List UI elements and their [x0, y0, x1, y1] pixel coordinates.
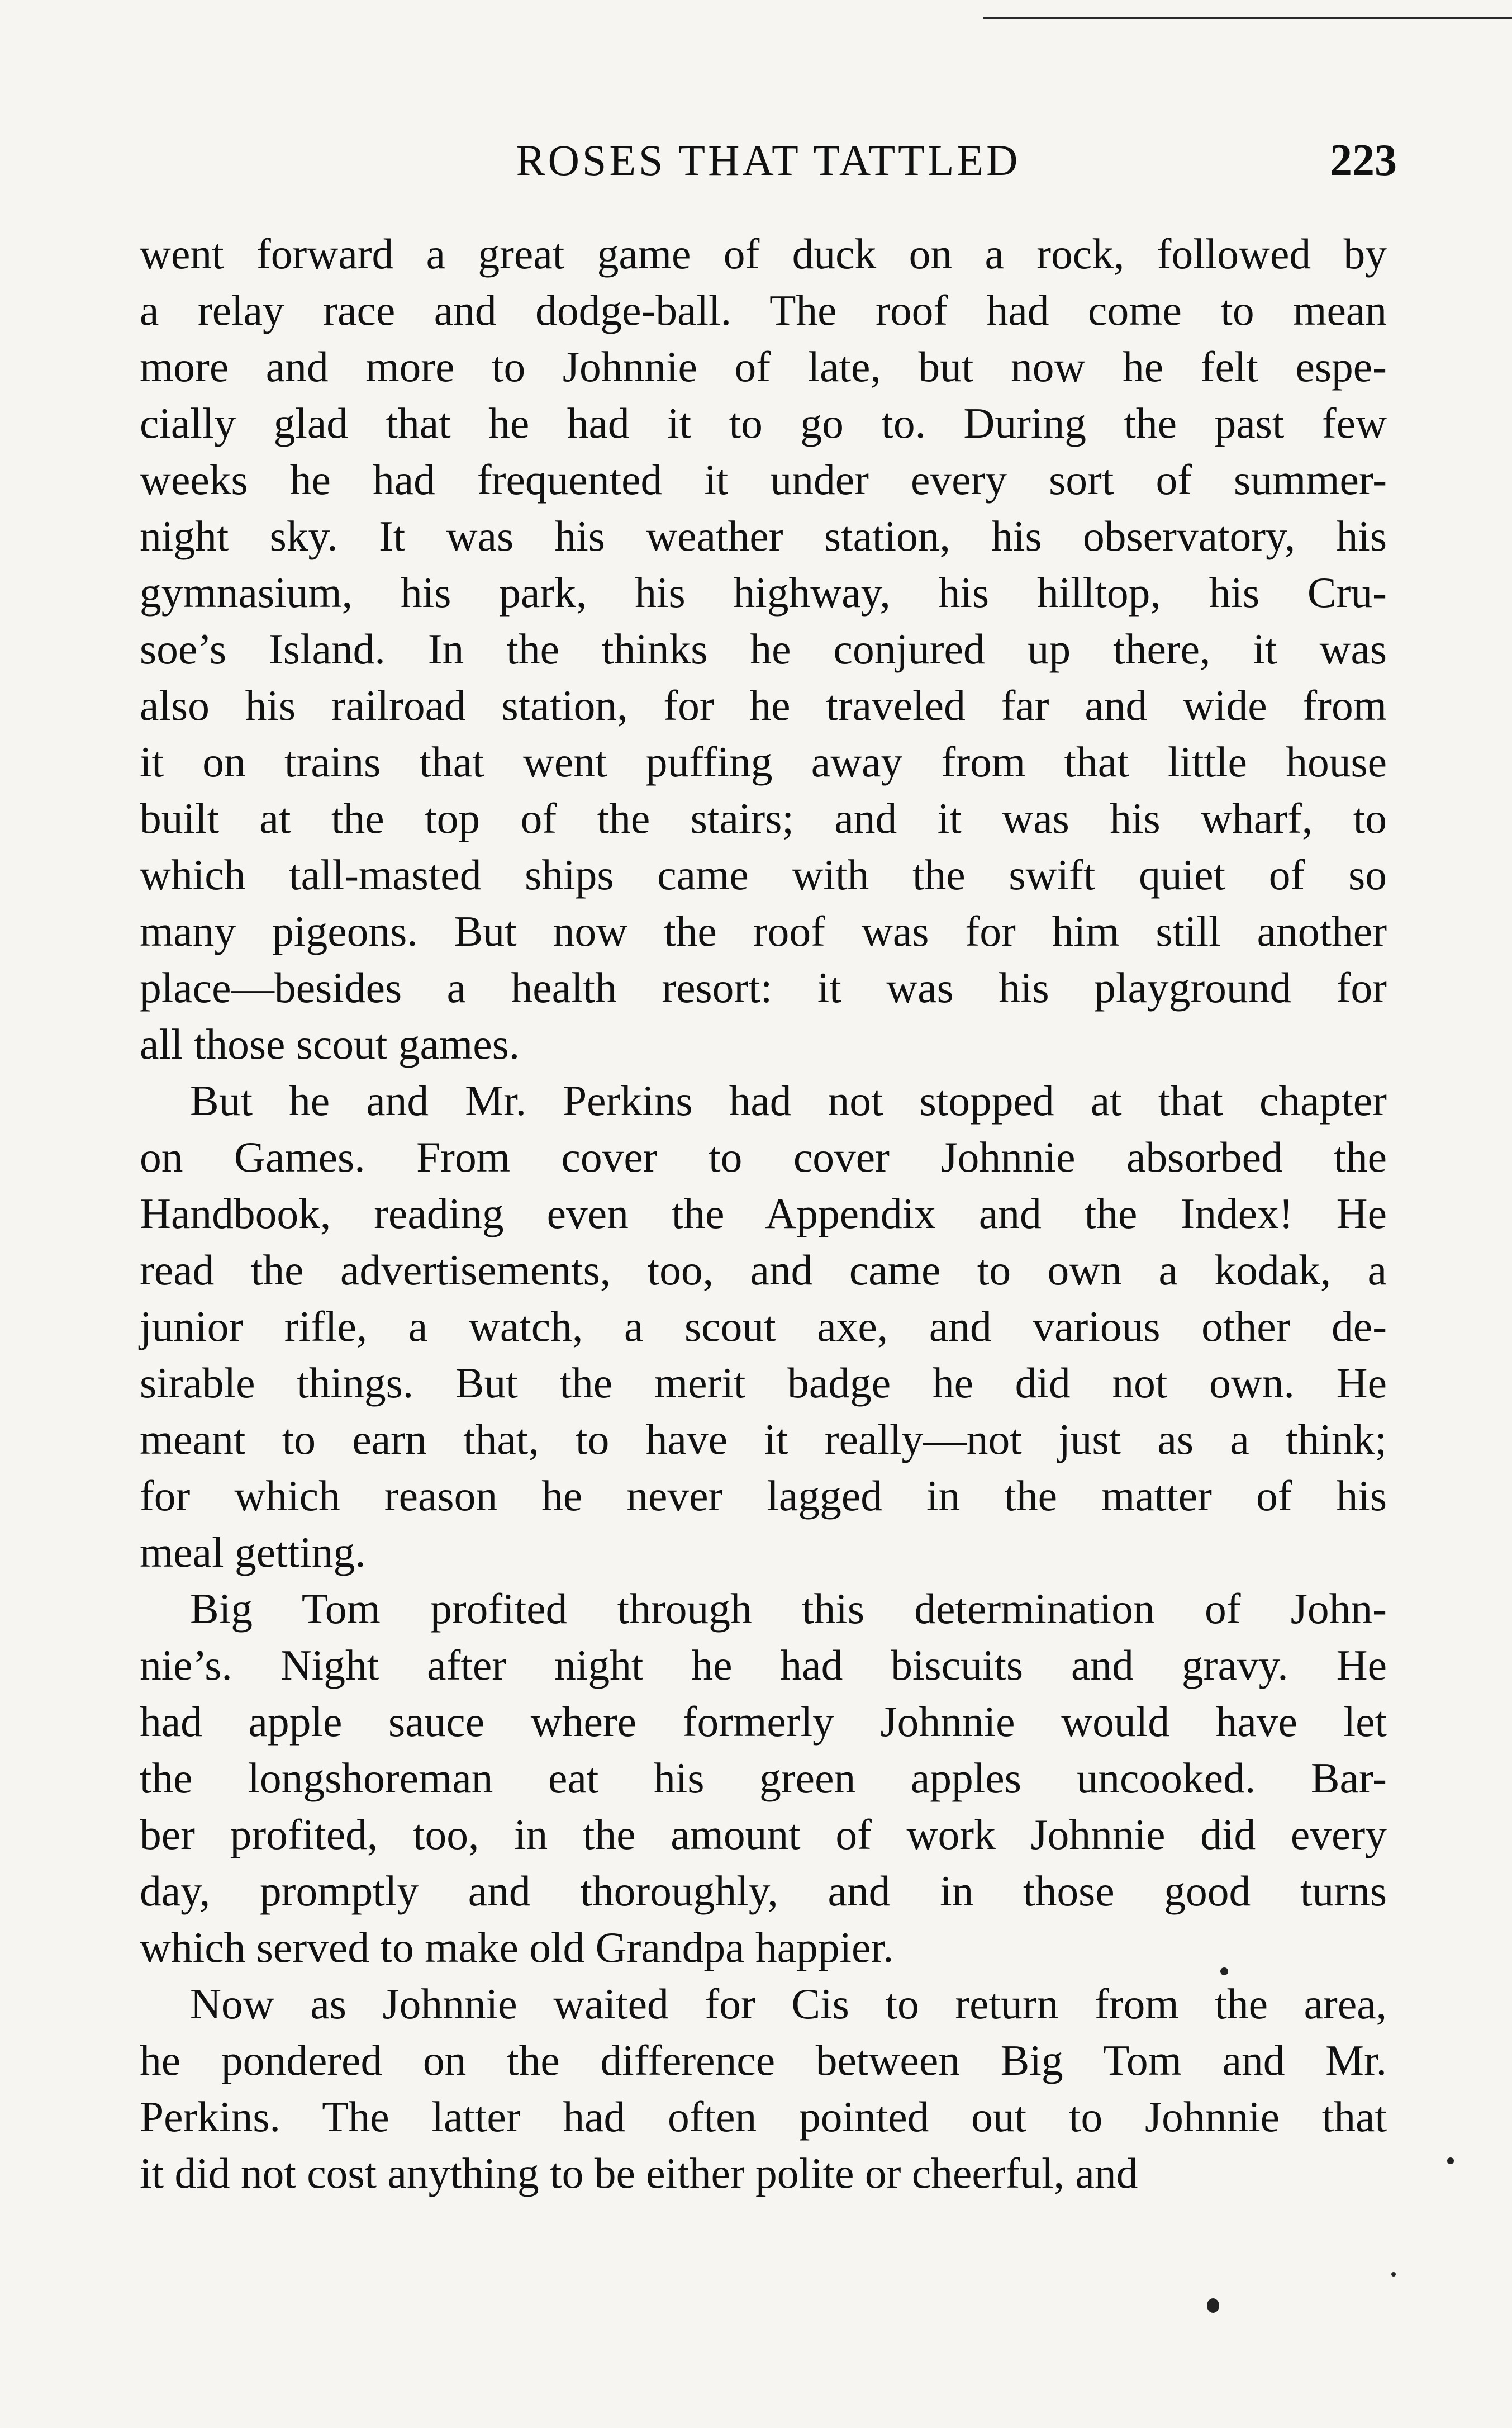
text-line: had apple sauce where formerly Johnnie would have let [140, 1697, 1387, 1746]
text-line: But he and Mr. Perkins had not stopped at that chapter [190, 1077, 1387, 1125]
page-number: 223 [1330, 136, 1397, 185]
paragraph [140, 1976, 1387, 2202]
text-line: day, promptly and thoroughly, and in those good turns [140, 1867, 1387, 1915]
text-line: for which reason he never lagged in the matter of his [140, 1472, 1387, 1520]
text-line: ber profited, too, in the amount of work Johnnie did every [140, 1810, 1387, 1858]
text-line: built at the top of the stairs; and it was his wharf, to [140, 794, 1387, 842]
text-line: also his railroad station, for he traveled far and wide from [140, 681, 1387, 729]
running-head: ROSES THAT TATTLED [516, 136, 1021, 184]
paragraph [140, 1073, 1387, 1581]
text-line: which tall-masted ships came with the swift quiet of so [140, 851, 1387, 899]
text-line: which served to make old Grandpa happier. [140, 1923, 894, 1971]
text-line: nie’s. Night after night he had biscuits and gravy. He [140, 1641, 1387, 1689]
text-line: he pondered on the difference between Big Tom and Mr. [140, 2036, 1387, 2084]
ink-speck [1207, 2298, 1219, 2313]
text-line: on Games. From cover to cover Johnnie absorbed the [140, 1133, 1387, 1181]
text-line: read the advertisements, too, and came to own a kodak, a [140, 1246, 1387, 1294]
text-line: went forward a great game of duck on a rock, followed by [140, 230, 1387, 278]
text-line: the longshoreman eat his green apples uncooked. Bar- [140, 1754, 1387, 1802]
paragraph [140, 226, 1387, 1073]
text-line: Handbook, reading even the Appendix and the Index! He [140, 1189, 1387, 1237]
ink-speck [1391, 2272, 1396, 2277]
ink-speck [1220, 1967, 1228, 1975]
text-line: junior rifle, a watch, a scout axe, and various other de- [140, 1302, 1387, 1350]
text-line: a relay race and dodge-ball. The roof had come to mean [140, 286, 1387, 334]
text-line: Big Tom profited through this determination of John- [190, 1585, 1387, 1633]
text-line: meal getting. [140, 1528, 366, 1576]
top-edge-rule [983, 17, 1512, 19]
text-line: cially glad that he had it to go to. During the past few [140, 399, 1387, 447]
text-line: many pigeons. But now the roof was for him still another [140, 907, 1387, 955]
text-line: place—besides a health resort: it was his playground for [140, 964, 1387, 1012]
ink-speck [1447, 2157, 1454, 2164]
text-line: Now as Johnnie waited for Cis to return from the area, [190, 1980, 1387, 2028]
text-line: more and more to Johnnie of late, but now he felt espe- [140, 343, 1387, 391]
page-header [140, 130, 1397, 191]
text-line: it on trains that went puffing away from that little house [140, 738, 1387, 786]
paragraph [140, 1581, 1387, 1976]
text-line: night sky. It was his weather station, his observatory, his [140, 512, 1387, 560]
text-line: soe’s Island. In the thinks he conjured up there, it was [140, 625, 1387, 673]
body-text [140, 226, 1387, 2202]
text-line: gymnasium, his park, his highway, his hilltop, his Cru- [140, 568, 1387, 617]
text-line: meant to earn that, to have it really—not just as a think; [140, 1415, 1387, 1463]
text-line: Perkins. The latter had often pointed out to Johnnie that [140, 2093, 1387, 2141]
text-line: sirable things. But the merit badge he did not own. He [140, 1359, 1387, 1407]
text-line: weeks he had frequented it under every sort of summer- [140, 456, 1387, 504]
text-line: it did not cost anything to be either polite or cheerful, and [140, 2149, 1138, 2197]
text-line: all those scout games. [140, 1020, 520, 1068]
